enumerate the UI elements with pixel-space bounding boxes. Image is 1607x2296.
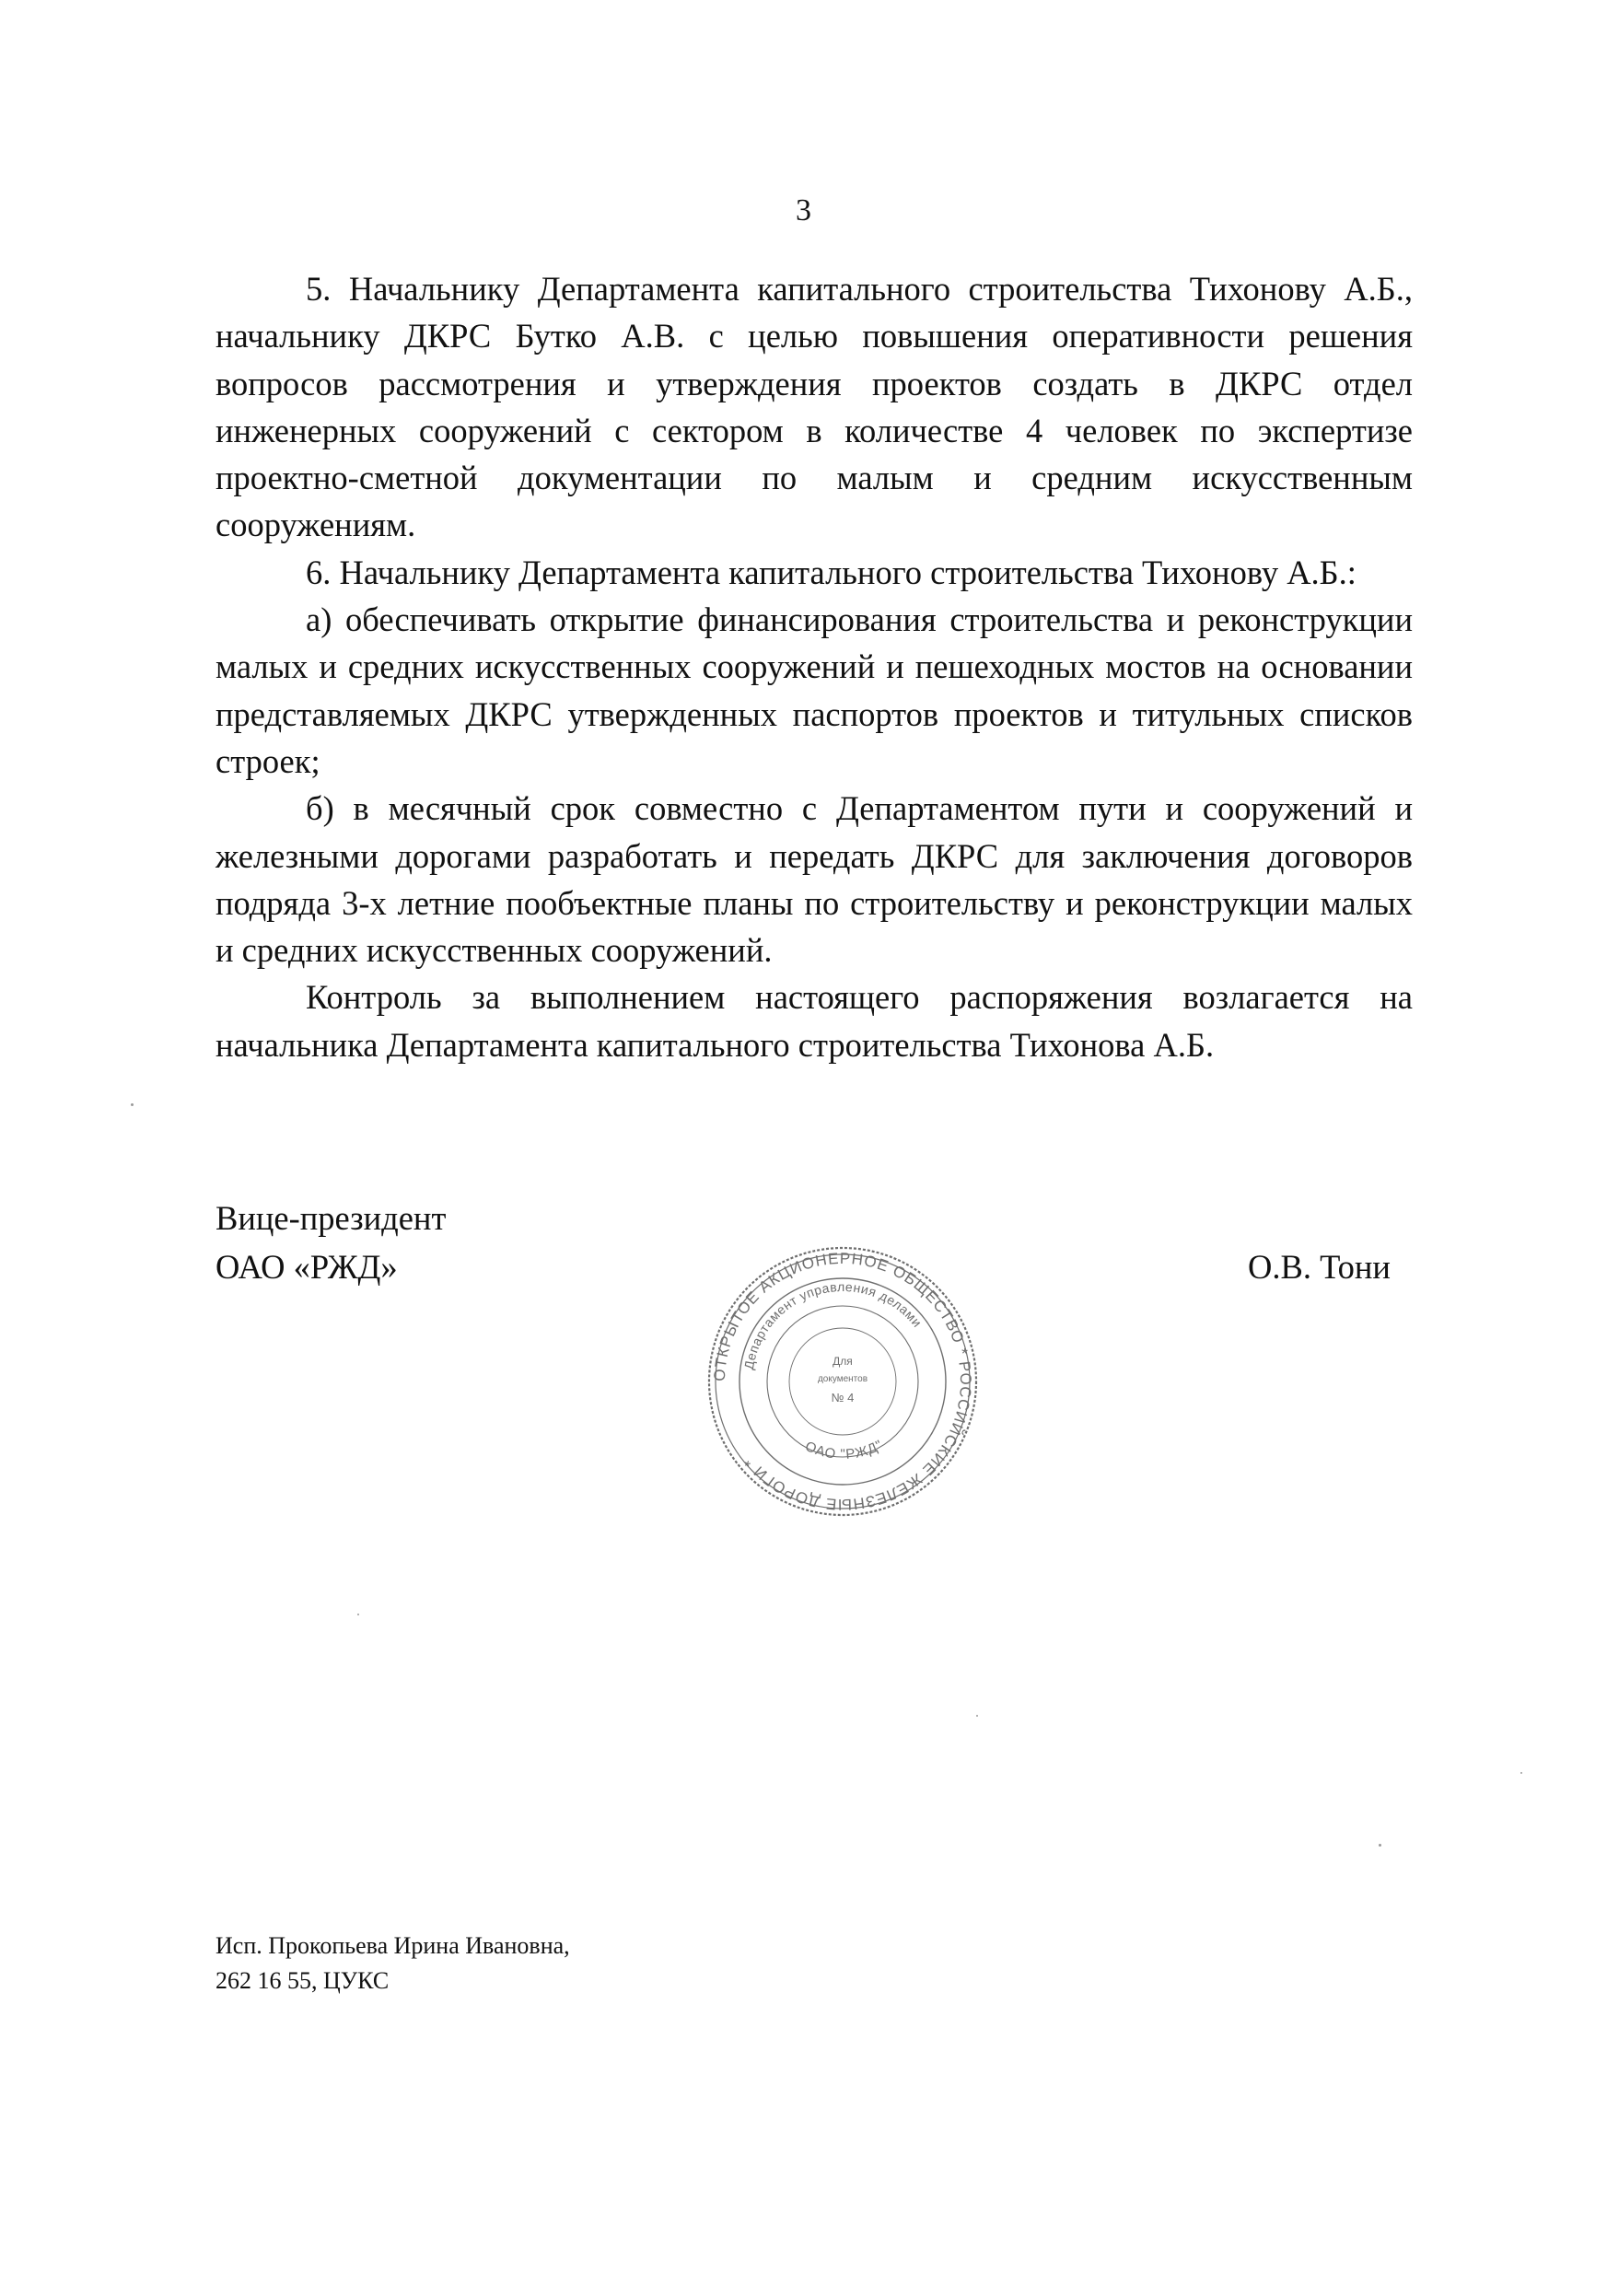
- signer-name: О.В. Тони: [1248, 1248, 1391, 1286]
- scan-speck: [1520, 1772, 1522, 1774]
- scan-speck: [357, 1614, 359, 1615]
- official-seal: [705, 1243, 981, 1520]
- page-number: 3: [796, 193, 811, 227]
- executor-name: Исп. Прокопьева Ирина Ивановна,: [215, 1932, 570, 1959]
- signature-block: [215, 1194, 446, 1291]
- svg-text:Для: Для: [833, 1355, 853, 1368]
- svg-text:документов: документов: [817, 1374, 868, 1384]
- svg-text:ОТКРЫТОЕ АКЦИОНЕРНОЕ ОБЩЕСТВО: ОТКРЫТОЕ АКЦИОНЕРНОЕ ОБЩЕСТВО * РОССИЙСКИЕ ЖЕЛЕЗНЫЕ ДОРОГИ *: [710, 1249, 975, 1514]
- scan-speck: [1379, 1844, 1381, 1847]
- document-body: [215, 265, 1413, 1068]
- executor-phone: 262 16 55, ЦУКС: [215, 1967, 390, 1994]
- paragraph-control: Контроль за выполнением настоящего распоряжения возлагается на начальника Департамента капитального строительства Тихонова А.Б.: [215, 978, 1413, 1064]
- scan-speck: [976, 1715, 978, 1717]
- paragraph-6b: б) в месячный срок совместно с Департаментом пути и сооружений и железными дорогами разработать и передать ДКРС для заключения договоров подряда 3-х летние пообъектные планы по строительству и реконструкции малых и средних искусственных сооружений.: [215, 789, 1413, 970]
- svg-text:ОАО "РЖД": ОАО "РЖД": [802, 1437, 886, 1463]
- signer-organization: ОАО «РЖД»: [215, 1248, 398, 1286]
- scan-speck: [131, 1103, 134, 1106]
- signer-position-title: Вице-президент: [215, 1199, 447, 1237]
- svg-text:Департамент управления делами: Департамент управления делами: [740, 1278, 926, 1371]
- executor-info: [215, 1929, 570, 1999]
- paragraph-6a: а) обеспечивать открытие финансирования строительства и реконструкции малых и средних искусственных сооружений и пешеходных мостов на основании представляемых ДКРС утвержденных паспортов проектов и титульных списков строек;: [215, 600, 1413, 780]
- paragraph-5: 5. Начальнику Департамента капитального строительства Тихонову А.Б., начальнику ДКРС Бутко А.В. с целью повышения оперативности решения вопросов рассмотрения и утверждения проектов создать в ДКРС отдел инженерных сооружений с сектором в количестве 4 человек по экспертизе проектно-сметной документации по малым и средним искусственным сооружениям.: [215, 270, 1413, 544]
- paragraph-6: 6. Начальнику Департамента капитального строительства Тихонову А.Б.:: [306, 553, 1357, 591]
- svg-text:№ 4: № 4: [831, 1391, 855, 1404]
